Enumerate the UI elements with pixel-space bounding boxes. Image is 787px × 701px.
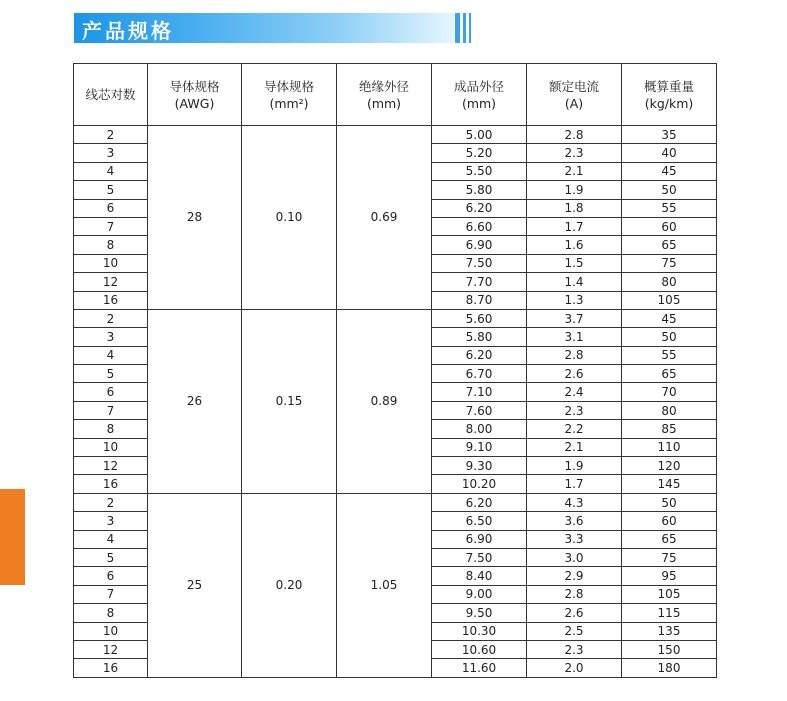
cell-pairs: 12 — [74, 640, 148, 658]
cell-outer-diameter: 8.70 — [432, 291, 527, 309]
cell-awg: 26 — [148, 309, 242, 493]
cell-weight: 105 — [622, 291, 717, 309]
cell-outer-diameter: 6.60 — [432, 217, 527, 235]
cell-outer-diameter: 10.30 — [432, 622, 527, 640]
cell-weight: 80 — [622, 273, 717, 291]
col-header-awg: 导体规格 (AWG) — [148, 64, 242, 126]
cell-pairs: 2 — [74, 493, 148, 511]
cell-pairs: 2 — [74, 309, 148, 327]
cell-outer-diameter: 9.10 — [432, 438, 527, 456]
cell-current: 1.6 — [527, 236, 622, 254]
cell-current: 2.9 — [527, 567, 622, 585]
cell-outer-diameter: 7.60 — [432, 401, 527, 419]
cell-weight: 50 — [622, 493, 717, 511]
cell-pairs: 3 — [74, 144, 148, 162]
cell-weight: 50 — [622, 181, 717, 199]
cell-outer-diameter: 7.50 — [432, 254, 527, 272]
cell-pairs: 5 — [74, 548, 148, 566]
cell-outer-diameter: 9.50 — [432, 604, 527, 622]
cell-weight: 135 — [622, 622, 717, 640]
title-deco-bar-1 — [455, 13, 460, 43]
cell-outer-diameter: 5.80 — [432, 328, 527, 346]
cell-weight: 50 — [622, 328, 717, 346]
cell-pairs: 12 — [74, 273, 148, 291]
cell-outer-diameter: 8.00 — [432, 420, 527, 438]
cell-weight: 95 — [622, 567, 717, 585]
cell-pairs: 12 — [74, 457, 148, 475]
cell-pairs: 7 — [74, 217, 148, 235]
cell-current: 4.3 — [527, 493, 622, 511]
cell-outer-diameter: 10.20 — [432, 475, 527, 493]
cell-outer-diameter: 7.50 — [432, 548, 527, 566]
table-row — [74, 126, 717, 144]
cell-pairs: 4 — [74, 530, 148, 548]
cell-current: 2.2 — [527, 420, 622, 438]
cell-current: 2.5 — [527, 622, 622, 640]
cell-current: 2.8 — [527, 126, 622, 144]
cell-current: 2.0 — [527, 659, 622, 677]
table-body — [74, 126, 717, 678]
cell-weight: 75 — [622, 254, 717, 272]
cell-insulation: 0.69 — [337, 126, 432, 310]
cell-weight: 80 — [622, 401, 717, 419]
cell-current: 2.3 — [527, 144, 622, 162]
cell-outer-diameter: 6.50 — [432, 512, 527, 530]
cell-pairs: 7 — [74, 401, 148, 419]
cell-current: 2.1 — [527, 438, 622, 456]
cell-pairs: 8 — [74, 604, 148, 622]
cell-pairs: 7 — [74, 585, 148, 603]
cell-current: 1.8 — [527, 199, 622, 217]
cell-current: 2.4 — [527, 383, 622, 401]
cell-insulation: 1.05 — [337, 493, 432, 677]
col-header-weight: 概算重量 (kg/km) — [622, 64, 717, 126]
cell-pairs: 4 — [74, 162, 148, 180]
cell-current: 1.7 — [527, 217, 622, 235]
cell-area: 0.10 — [242, 126, 337, 310]
cell-pairs: 16 — [74, 659, 148, 677]
table-row — [74, 493, 717, 511]
cell-weight: 70 — [622, 383, 717, 401]
col-header-area: 导体规格 (mm²) — [242, 64, 337, 126]
cell-outer-diameter: 11.60 — [432, 659, 527, 677]
cell-current: 1.9 — [527, 181, 622, 199]
cell-weight: 65 — [622, 365, 717, 383]
cell-outer-diameter: 6.90 — [432, 236, 527, 254]
cell-outer-diameter: 6.20 — [432, 199, 527, 217]
title-deco-bar-2 — [463, 13, 466, 43]
cell-outer-diameter: 7.70 — [432, 273, 527, 291]
cell-pairs: 16 — [74, 291, 148, 309]
col-header-pairs: 线芯对数 — [74, 64, 148, 126]
cell-weight: 60 — [622, 217, 717, 235]
cell-outer-diameter: 9.00 — [432, 585, 527, 603]
cell-current: 1.5 — [527, 254, 622, 272]
cell-outer-diameter: 5.50 — [432, 162, 527, 180]
cell-outer-diameter: 5.00 — [432, 126, 527, 144]
cell-weight: 115 — [622, 604, 717, 622]
cell-current: 3.7 — [527, 309, 622, 327]
cell-pairs: 5 — [74, 365, 148, 383]
cell-weight: 65 — [622, 530, 717, 548]
cell-current: 2.8 — [527, 346, 622, 364]
title-deco-bar-3 — [469, 13, 471, 43]
table-row — [74, 309, 717, 327]
cell-outer-diameter: 6.90 — [432, 530, 527, 548]
cell-weight: 65 — [622, 236, 717, 254]
cell-pairs: 6 — [74, 567, 148, 585]
cell-current: 1.9 — [527, 457, 622, 475]
cell-weight: 35 — [622, 126, 717, 144]
cell-pairs: 10 — [74, 622, 148, 640]
cell-outer-diameter: 10.60 — [432, 640, 527, 658]
cell-pairs: 8 — [74, 236, 148, 254]
cell-pairs: 8 — [74, 420, 148, 438]
cell-insulation: 0.89 — [337, 309, 432, 493]
section-title-bar — [74, 13, 454, 43]
cell-outer-diameter: 5.60 — [432, 309, 527, 327]
col-header-outer-diameter: 成品外径 (mm) — [432, 64, 527, 126]
cell-weight: 40 — [622, 144, 717, 162]
cell-current: 2.6 — [527, 365, 622, 383]
cell-weight: 120 — [622, 457, 717, 475]
cell-pairs: 6 — [74, 383, 148, 401]
cell-weight: 60 — [622, 512, 717, 530]
side-tab-marker — [0, 489, 25, 585]
cell-current: 3.6 — [527, 512, 622, 530]
cell-current: 2.8 — [527, 585, 622, 603]
cell-pairs: 4 — [74, 346, 148, 364]
cell-outer-diameter: 5.20 — [432, 144, 527, 162]
cell-outer-diameter: 6.20 — [432, 493, 527, 511]
cell-outer-diameter: 8.40 — [432, 567, 527, 585]
cell-pairs: 16 — [74, 475, 148, 493]
spec-table — [73, 63, 717, 678]
cell-outer-diameter: 6.20 — [432, 346, 527, 364]
cell-current: 3.0 — [527, 548, 622, 566]
cell-weight: 85 — [622, 420, 717, 438]
cell-current: 3.3 — [527, 530, 622, 548]
cell-weight: 110 — [622, 438, 717, 456]
cell-current: 2.3 — [527, 401, 622, 419]
section-title: 产品规格 — [82, 19, 174, 43]
cell-current: 1.4 — [527, 273, 622, 291]
col-header-insulation: 绝缘外径 (mm) — [337, 64, 432, 126]
cell-awg: 28 — [148, 126, 242, 310]
cell-weight: 75 — [622, 548, 717, 566]
cell-current: 1.7 — [527, 475, 622, 493]
cell-pairs: 3 — [74, 328, 148, 346]
cell-weight: 55 — [622, 199, 717, 217]
cell-pairs: 10 — [74, 438, 148, 456]
cell-current: 3.1 — [527, 328, 622, 346]
cell-weight: 45 — [622, 309, 717, 327]
col-header-current: 额定电流 (A) — [527, 64, 622, 126]
cell-pairs: 6 — [74, 199, 148, 217]
cell-weight: 150 — [622, 640, 717, 658]
cell-weight: 180 — [622, 659, 717, 677]
cell-outer-diameter: 6.70 — [432, 365, 527, 383]
cell-pairs: 5 — [74, 181, 148, 199]
cell-weight: 145 — [622, 475, 717, 493]
cell-pairs: 2 — [74, 126, 148, 144]
cell-outer-diameter: 7.10 — [432, 383, 527, 401]
cell-pairs: 3 — [74, 512, 148, 530]
cell-awg: 25 — [148, 493, 242, 677]
cell-outer-diameter: 9.30 — [432, 457, 527, 475]
cell-weight: 45 — [622, 162, 717, 180]
cell-area: 0.20 — [242, 493, 337, 677]
cell-area: 0.15 — [242, 309, 337, 493]
cell-current: 1.3 — [527, 291, 622, 309]
cell-current: 2.6 — [527, 604, 622, 622]
cell-pairs: 10 — [74, 254, 148, 272]
cell-current: 2.1 — [527, 162, 622, 180]
cell-current: 2.3 — [527, 640, 622, 658]
cell-outer-diameter: 5.80 — [432, 181, 527, 199]
cell-weight: 55 — [622, 346, 717, 364]
header-row — [74, 64, 717, 126]
cell-weight: 105 — [622, 585, 717, 603]
